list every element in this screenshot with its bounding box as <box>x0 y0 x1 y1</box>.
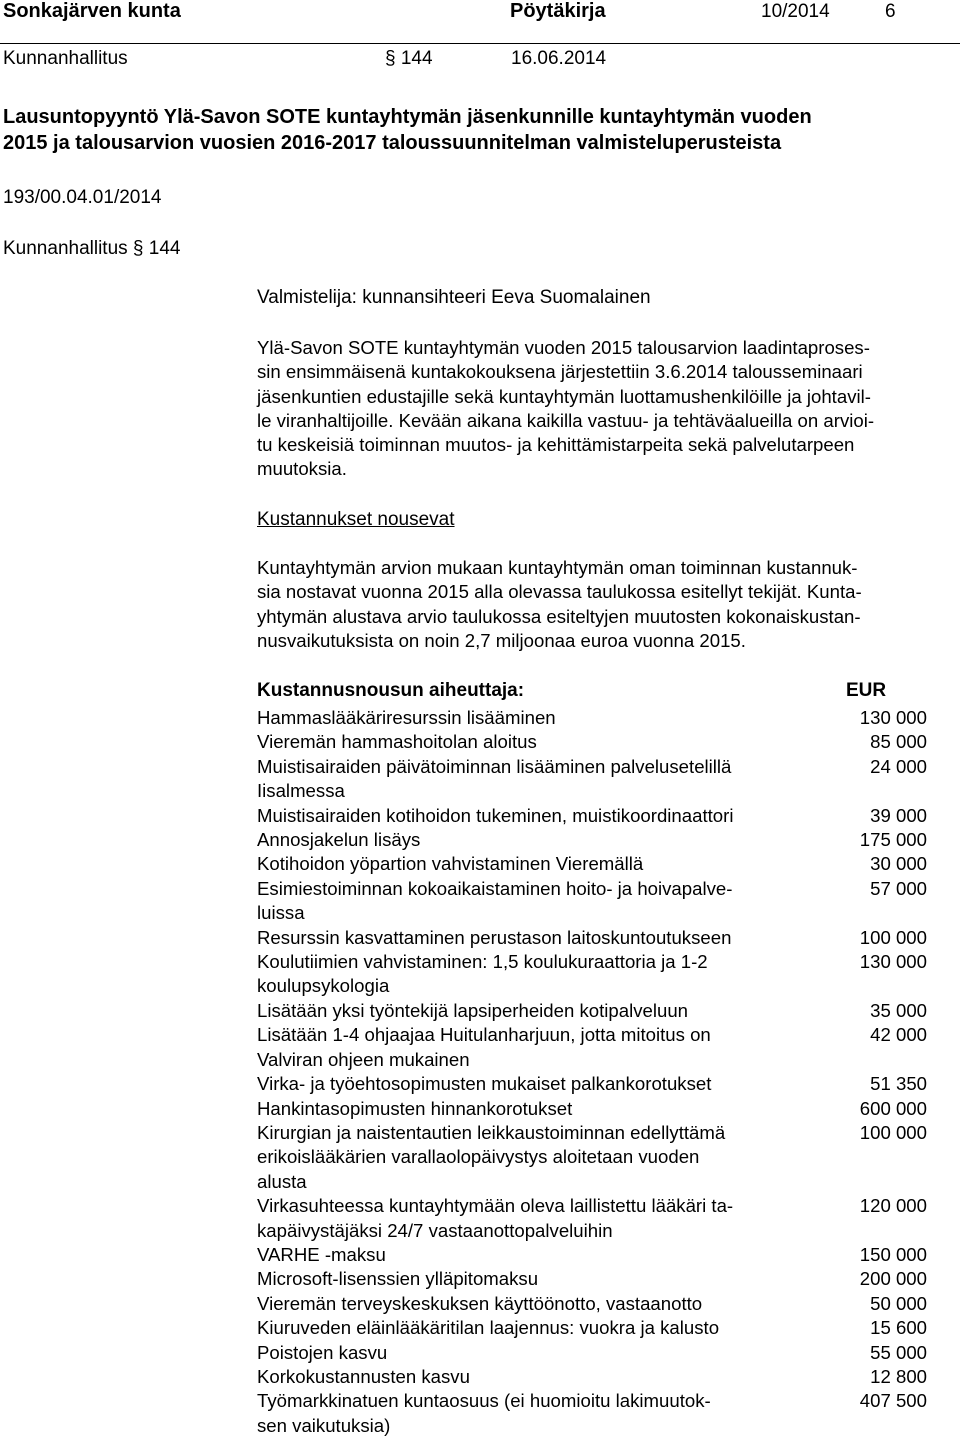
table-header <box>257 680 927 706</box>
cost-description <box>257 1292 817 1316</box>
paragraph-line: yhtymän alustava arvio taulukossa esiteltyjen muutosten kokonaiskustan- <box>257 605 861 627</box>
header-rule <box>0 43 960 44</box>
cost-description-line: luissa <box>257 902 305 924</box>
cost-description <box>257 804 817 828</box>
table-row <box>257 706 927 730</box>
cost-amount: 407 500 <box>859 1390 927 1412</box>
cost-description-line: Poistojen kasvu <box>257 1341 388 1363</box>
table-row <box>257 926 927 950</box>
cost-description <box>257 730 817 754</box>
cost-description-line: koulupsykologia <box>257 975 390 997</box>
cost-table <box>257 680 927 1438</box>
cost-description-line: Korkokustannusten kasvu <box>257 1365 470 1387</box>
cost-amount: 150 000 <box>859 1243 927 1265</box>
table-row <box>257 1023 927 1072</box>
cost-description-line: Valviran ohjeen mukainen <box>257 1048 470 1070</box>
cost-description <box>257 828 817 852</box>
cost-amount: 130 000 <box>859 707 927 728</box>
cost-description-line: Muistisairaiden kotihoidon tukeminen, muistikoordinaattori <box>257 804 734 826</box>
cost-description-line: Microsoft-lisenssien ylläpitomaksu <box>257 1268 539 1290</box>
title-line: Lausuntopyyntö Ylä-Savon SOTE kuntayhtymän jäsenkunnille kuntayhtymän vuoden <box>3 106 812 128</box>
cost-description-line: VARHE -maksu <box>257 1243 386 1265</box>
table-body <box>257 706 927 1438</box>
costs-heading: Kustannukset nousevat <box>257 509 455 530</box>
cost-amount: 57 000 <box>870 877 927 899</box>
cost-amount: 30 000 <box>870 853 927 875</box>
cost-amount: 12 800 <box>870 1365 927 1387</box>
cost-description-line: Kirurgian ja naistentautien leikkaustoiminnan edellyttämä <box>257 1121 726 1143</box>
document-title <box>3 104 953 156</box>
table-row <box>257 730 927 754</box>
cost-description-line: Kotihoidon yöpartion vahvistaminen Vieremällä <box>257 853 644 875</box>
cost-description <box>257 999 817 1023</box>
table-row <box>257 999 927 1023</box>
paragraph-line: tu keskeisiä toiminnan muutos- ja kehittämistarpeita sekä palvelutarpeen <box>257 434 855 456</box>
table-row <box>257 1194 927 1243</box>
paragraph-line: muutoksia. <box>257 458 347 480</box>
paragraph-line: sia nostavat vuonna 2015 alla olevassa taulukossa esitellyt tekijät. Kunta- <box>257 581 862 603</box>
paragraph-line: jäsenkuntien edustajille sekä kuntayhtymän luottamushenkilöille ja johtavil- <box>257 385 871 407</box>
cost-description-line: kapäivystäjäksi 24/7 vastaanottopalveluihin <box>257 1219 613 1241</box>
cost-description-line: Virkasuhteessa kuntayhtymään oleva laillistettu lääkäri ta- <box>257 1195 734 1217</box>
table-row <box>257 828 927 852</box>
table-row <box>257 1389 927 1438</box>
cost-amount: 42 000 <box>870 1024 927 1046</box>
cost-description <box>257 1194 817 1243</box>
cost-amount: 50 000 <box>870 1292 927 1314</box>
paragraph-line: sin ensimmäisenä kuntakokouksena järjestettiin 3.6.2014 talousseminaari <box>257 361 863 383</box>
cost-amount: 120 000 <box>859 1195 927 1217</box>
cost-description <box>257 1341 817 1365</box>
cost-amount: 85 000 <box>870 731 927 753</box>
table-row <box>257 1341 927 1365</box>
table-row <box>257 1267 927 1291</box>
cost-description-line: Hammaslääkäriresurssin lisääminen <box>257 707 556 728</box>
paragraph-line: Kuntayhtymän arvion mukaan kuntayhtymän oman toiminnan kustannuk- <box>257 557 858 578</box>
document-type: Pöytäkirja <box>510 0 606 22</box>
cost-description <box>257 755 817 804</box>
cost-amount: 200 000 <box>859 1268 927 1290</box>
title-line: 2015 ja talousarvion vuosien 2016-2017 taloussuunnitelman valmisteluperusteista <box>3 132 782 154</box>
table-row <box>257 852 927 876</box>
cost-description-line: Muistisairaiden päivätoiminnan lisääminen palvelusetelillä <box>257 755 732 777</box>
cost-amount: 35 000 <box>870 999 927 1021</box>
municipality-name: Sonkajärven kunta <box>3 0 181 22</box>
paragraph-line: le viranhaltijoille. Kevään aikana kaikilla vastuu- ja tehtäväalueilla on arvioi- <box>257 409 875 431</box>
table-row <box>257 1097 927 1121</box>
cost-amount: 175 000 <box>859 829 927 851</box>
cost-description-line: Resurssin kasvattaminen perustason laitoskuntoutukseen <box>257 926 732 948</box>
preparer: Valmistelija: kunnansihteeri Eeva Suomalainen <box>257 287 651 308</box>
cost-description <box>257 1267 817 1291</box>
cost-description <box>257 950 817 999</box>
cost-description-line: Vieremän hammashoitolan aloitus <box>257 731 537 753</box>
cost-description <box>257 1316 817 1340</box>
costs-paragraph <box>257 556 957 653</box>
section-number-value: 144 <box>400 48 433 69</box>
table-row <box>257 1072 927 1096</box>
cost-amount: 100 000 <box>859 926 927 948</box>
cost-description <box>257 1023 817 1072</box>
cost-amount: 100 000 <box>859 1121 927 1143</box>
column-header-cause: Kustannusnousun aiheuttaja: <box>257 680 525 701</box>
table-row <box>257 950 927 999</box>
cost-description-line: Esimiestoiminnan kokoaikaistaminen hoito- ja hoivapalve- <box>257 877 733 899</box>
section-number: § 144 <box>385 48 433 69</box>
cost-description-line: erikoislääkärien varallaolopäivystys aloitetaan vuoden <box>257 1146 700 1168</box>
column-header-currency: EUR <box>846 680 887 701</box>
cost-description <box>257 1365 817 1389</box>
cost-description-line: Lisätään yksi työntekijä lapsiperheiden kotipalveluun <box>257 999 689 1021</box>
record-id: 193/00.04.01/2014 <box>3 187 162 208</box>
paragraph-line: nusvaikutuksista on noin 2,7 miljoonaa euroa vuonna 2015. <box>257 629 746 651</box>
table-row <box>257 1365 927 1389</box>
meeting-date: 16.06.2014 <box>511 48 607 69</box>
table-row <box>257 1121 927 1194</box>
cost-description <box>257 1389 817 1438</box>
cost-description <box>257 852 817 876</box>
cost-description <box>257 1097 817 1121</box>
cost-description-line: Hankintasopimusten hinnankorotukset <box>257 1097 573 1119</box>
table-row <box>257 755 927 804</box>
cost-description-line: Kiuruveden eläinlääkäritilan laajennus: vuokra ja kalusto <box>257 1317 720 1339</box>
table-row <box>257 1243 927 1267</box>
cost-description-line: alusta <box>257 1170 307 1192</box>
board-reference: Kunnanhallitus § 144 <box>3 238 181 259</box>
cost-description-line: Vieremän terveyskeskuksen käyttöönotto, vastaanotto <box>257 1292 703 1314</box>
cost-description-line: Virka- ja työehtosopimusten mukaiset palkankorotukset <box>257 1073 712 1095</box>
cost-amount: 600 000 <box>859 1097 927 1119</box>
cost-description <box>257 877 817 926</box>
cost-description-line: sen vaikutuksia) <box>257 1414 391 1436</box>
cost-amount: 130 000 <box>859 951 927 973</box>
cost-amount: 24 000 <box>870 755 927 777</box>
cost-amount: 15 600 <box>870 1317 927 1339</box>
cost-description <box>257 1072 817 1096</box>
meeting-body: Kunnanhallitus <box>3 48 128 69</box>
table-row <box>257 1292 927 1316</box>
cost-description <box>257 706 817 730</box>
cost-description <box>257 926 817 950</box>
cost-description-line: Työmarkkinatuen kuntaosuus (ei huomioitu lakimuutok- <box>257 1390 711 1412</box>
cost-description-line: Annosjakelun lisäys <box>257 829 421 851</box>
intro-paragraph <box>257 336 957 482</box>
page-number: 6 <box>885 1 896 22</box>
cost-amount: 39 000 <box>870 804 927 826</box>
table-row <box>257 877 927 926</box>
table-row <box>257 1316 927 1340</box>
cost-amount: 55 000 <box>870 1341 927 1363</box>
document-number: 10/2014 <box>761 1 830 22</box>
table-row <box>257 804 927 828</box>
cost-description-line: Lisätään 1-4 ohjaajaa Huitulanharjuun, jotta mitoitus on <box>257 1024 711 1046</box>
cost-amount: 51 350 <box>870 1073 927 1095</box>
cost-description <box>257 1121 817 1194</box>
cost-description-line: Iisalmessa <box>257 780 345 802</box>
cost-description-line: Koulutiimien vahvistaminen: 1,5 koulukuraattoria ja 1-2 <box>257 951 708 973</box>
cost-description <box>257 1243 817 1267</box>
paragraph-line: Ylä-Savon SOTE kuntayhtymän vuoden 2015 talousarvion laadintaproses- <box>257 337 870 358</box>
